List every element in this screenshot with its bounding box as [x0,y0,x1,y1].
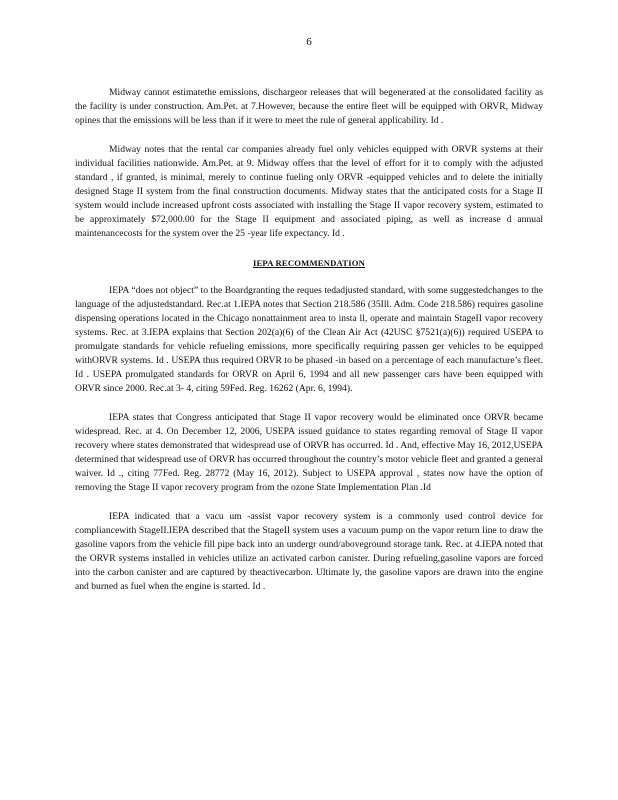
document-body [75,86,543,609]
paragraph: IEPA states that Congress anticipated that Stage II vapor recovery would be eliminated once ORVR became widespread. Rec. at 4. On December 12, 2006, USEPA issued guidance to states regarding removal of Stage II vapor recovery where states demonstrated that widespread use of ORVR has occurred. Id . And, effective May 16, 2012,USEPA determined that widespread use of ORVR has occurred throughout the country’s motor vehicle fleet and granted a general waiver. Id ., citing 77Fed. Reg. 28772 (May 16, 2012). Subject to USEPA approval , states now have the option of removing the Stage II vapor recovery program from the ozone State Implementation Plan .Id [75,412,543,493]
paragraph: IEPA “does not object” to the Boardgranting the reques tedadjusted standard, with some suggestedchanges to the language of the adjustedstandard. Rec.at 1.IEPA notes that Section 218.586 (35Ill. Adm. Code 218.586) requires gasoline dispensing operations located in the Chicago nonattainment area to insta ll, operate and maintain StageII vapor recovery systems. Rec. at 3.IEPA explains that Section 202(a)(6) of the Clean Air Act (42USC §7521(a)(6)) required USEPA to promulgate standards for vehicle refueling emissions, more specifically requiring passen ger vehicles to be equipped withORVR systems. Id . USEPA thus required ORVR to be phased -in based on a percentage of each manufacture’s fleet. Id . USEPA promulgated standards for ORVR on April 6, 1994 and all new passenger cars have been equipped with ORVR since 2000. Rec.at 3- 4, citing 59Fed. Reg. 16262 (Apr. 6, 1994). [75,285,543,394]
page-number: 6 [306,36,312,48]
paragraph: IEPA indicated that a vacu um -assist vapor recovery system is a commonly used control device for compliancewith StageII.IEPA described that the StageII system uses a vacuum pump on the vapor return line to draw the gasoline vapors from the vehicle fill pipe back into an undergr ound/aboveground storage tank. Rec. at 4.IEPA noted that the ORVR systems installed in vehicles utilize an activated carbon canister. During refueling,gasoline vapors are forced into the carbon canister and are captured by theactivecarbon. Ultimate ly, the gasoline vapors are drawn into the engine and burned as fuel when the engine is started. Id . [75,511,543,592]
paragraph: Midway cannot estimatethe emissions, dischargeor releases that will begenerated at the consolidated facility as the facility is under construction. Am.Pet. at 7.However, because the entire fleet will be equipped with ORVR, Midway opines that the emissions will be less than if it were to meet the rule of general applicability. Id . [75,87,543,126]
section-heading: IEPA RECOMMENDATION [252,258,366,268]
paragraph: Midway notes that the rental car companies already fuel only vehicles equipped with ORVR systems at their individual facilities nationwide. Am.Pet. at 9. Midway offers that the level of effort for it to comply with the adjusted standard , if granted, is minimal, merely to continue fueling only ORVR -equipped vehicles and to delete the initially designed Stage II system from the final construction documents. Midway states that the anticipated costs for a Stage II system would include increased upfront costs associated with installing the Stage II vapor recovery system, estimated to be approximately $72,000.00 for the Stage II equipment and associated piping, as well as increase d annual maintenancecosts for the system over the 25 -year life expectancy. Id . [75,144,543,239]
